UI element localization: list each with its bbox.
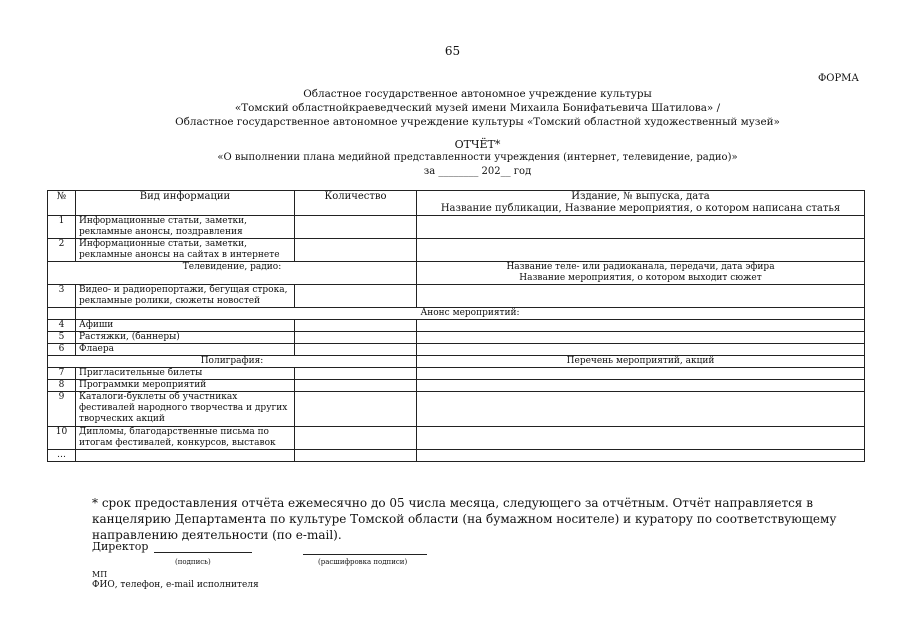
signature-line[interactable] bbox=[154, 552, 252, 553]
section-row-announcements bbox=[48, 308, 865, 320]
quantity-cell[interactable] bbox=[295, 368, 417, 380]
table-header-row bbox=[48, 191, 865, 216]
row-label: Информационные статьи, заметки, рекламные анонсы, поздравления bbox=[76, 216, 295, 239]
row-label: Пригласительные билеты bbox=[76, 368, 295, 380]
row-number: 1 bbox=[48, 216, 76, 239]
table-row bbox=[48, 368, 865, 380]
executor-label: ФИО, телефон, e-mail исполнителя bbox=[92, 580, 259, 590]
quantity-cell[interactable] bbox=[295, 427, 417, 450]
header-line-2: «Томский областнойкраеведческий музей имени Михаила Бонифатьевича Шатилова» / bbox=[234, 102, 721, 114]
quantity-cell[interactable] bbox=[295, 450, 417, 462]
table-row bbox=[48, 427, 865, 450]
header-line-3: Областное государственное автономное учреждение культуры «Томский областной художественный музей» bbox=[175, 116, 780, 128]
director-signature-row bbox=[92, 540, 252, 553]
row-number: 5 bbox=[48, 332, 76, 344]
section-caption-line-1: Название теле- или радиоканала, передачи, дата эфира bbox=[506, 262, 775, 272]
page-number: 65 bbox=[444, 44, 461, 58]
footnote: * срок предоставления отчёта ежемесячно до 05 числа месяца, следующего за отчётным. Отчёт направляется в канцелярию Департамента по культуре Томской области (на бумажном носителе) и куратору по соответствующему направлению деятельности (по e-mail). bbox=[92, 496, 837, 542]
header-type: Вид информации bbox=[76, 191, 295, 216]
edition-cell[interactable] bbox=[417, 368, 865, 380]
row-label: Флаера bbox=[76, 344, 295, 356]
report-table bbox=[47, 190, 865, 462]
edition-cell[interactable] bbox=[417, 320, 865, 332]
header-quantity: Количество bbox=[295, 191, 417, 216]
quantity-cell[interactable] bbox=[295, 320, 417, 332]
edition-cell[interactable] bbox=[417, 344, 865, 356]
header-edition bbox=[417, 191, 865, 216]
signature-transcript-line[interactable] bbox=[303, 542, 427, 555]
row-number: 9 bbox=[48, 392, 76, 427]
transcript-caption: (расшифровка подписи) bbox=[318, 558, 408, 566]
row-number: … bbox=[48, 450, 76, 462]
quantity-cell[interactable] bbox=[295, 392, 417, 427]
edition-cell[interactable] bbox=[417, 216, 865, 239]
edition-cell[interactable] bbox=[417, 239, 865, 262]
table-row bbox=[48, 320, 865, 332]
table-row bbox=[48, 332, 865, 344]
organization-header bbox=[0, 87, 905, 129]
row-label: Дипломы, благодарственные письма по итогам фестивалей, конкурсов, выставок bbox=[76, 427, 295, 450]
form-label: ФОРМА bbox=[817, 73, 859, 84]
row-number: 2 bbox=[48, 239, 76, 262]
row-label: Растяжки, (баннеры) bbox=[76, 332, 295, 344]
edition-cell[interactable] bbox=[417, 332, 865, 344]
empty-cell bbox=[48, 308, 76, 320]
report-period: за ________ 202__ год bbox=[423, 166, 532, 177]
section-row-printing bbox=[48, 356, 865, 368]
report-title: ОТЧЁТ* bbox=[454, 138, 501, 151]
table-row bbox=[48, 380, 865, 392]
edition-cell[interactable] bbox=[417, 427, 865, 450]
section-caption-line-2: Название мероприятия, о котором выходит сюжет bbox=[519, 273, 762, 283]
edition-cell[interactable] bbox=[417, 450, 865, 462]
table-row bbox=[48, 216, 865, 239]
row-label: Видео- и радиорепортажи, бегущая строка, рекламные ролики, сюжеты новостей bbox=[76, 285, 295, 308]
stamp-label: МП bbox=[92, 570, 108, 579]
quantity-cell[interactable] bbox=[295, 239, 417, 262]
quantity-cell[interactable] bbox=[295, 332, 417, 344]
section-label-announcements: Анонс мероприятий: bbox=[76, 308, 865, 320]
header-line-1: Областное государственное автономное учреждение культуры bbox=[303, 88, 652, 100]
quantity-cell[interactable] bbox=[295, 344, 417, 356]
row-label[interactable] bbox=[76, 450, 295, 462]
edition-cell[interactable] bbox=[417, 380, 865, 392]
section-caption-printing: Перечень мероприятий, акций bbox=[417, 356, 865, 368]
edition-cell[interactable] bbox=[417, 285, 865, 308]
row-number: 7 bbox=[48, 368, 76, 380]
signature-caption: (подпись) bbox=[175, 558, 211, 566]
row-number: 3 bbox=[48, 285, 76, 308]
table-row bbox=[48, 344, 865, 356]
table-row bbox=[48, 239, 865, 262]
director-label: Директор bbox=[92, 540, 149, 553]
row-label: Информационные статьи, заметки, рекламные анонсы на сайтах в интернете bbox=[76, 239, 295, 262]
header-edition-line-1: Издание, № выпуска, дата bbox=[571, 191, 710, 202]
quantity-cell[interactable] bbox=[295, 285, 417, 308]
table-row bbox=[48, 392, 865, 427]
table-row bbox=[48, 450, 865, 462]
edition-cell[interactable] bbox=[417, 392, 865, 427]
header-num: № bbox=[48, 191, 76, 216]
quantity-cell[interactable] bbox=[295, 216, 417, 239]
row-label: Каталоги-буклеты об участниках фестивалей народного творчества и других творческих акций bbox=[76, 392, 295, 427]
row-number: 4 bbox=[48, 320, 76, 332]
row-number: 6 bbox=[48, 344, 76, 356]
row-number: 10 bbox=[48, 427, 76, 450]
header-edition-line-2: Название публикации, Название мероприятия, о котором написана статья bbox=[440, 203, 841, 214]
row-label: Программки мероприятий bbox=[76, 380, 295, 392]
section-label-tv-radio: Телевидение, радио: bbox=[48, 262, 417, 285]
report-subtitle: «О выполнении плана медийной представленности учреждения (интернет, телевидение, радио)» bbox=[217, 152, 738, 163]
quantity-cell[interactable] bbox=[295, 380, 417, 392]
section-caption-tv-radio bbox=[417, 262, 865, 285]
table-row bbox=[48, 285, 865, 308]
section-label-printing: Полиграфия: bbox=[48, 356, 417, 368]
row-label: Афиши bbox=[76, 320, 295, 332]
section-row-tv-radio bbox=[48, 262, 865, 285]
row-number: 8 bbox=[48, 380, 76, 392]
report-subtitle-block bbox=[0, 151, 905, 179]
